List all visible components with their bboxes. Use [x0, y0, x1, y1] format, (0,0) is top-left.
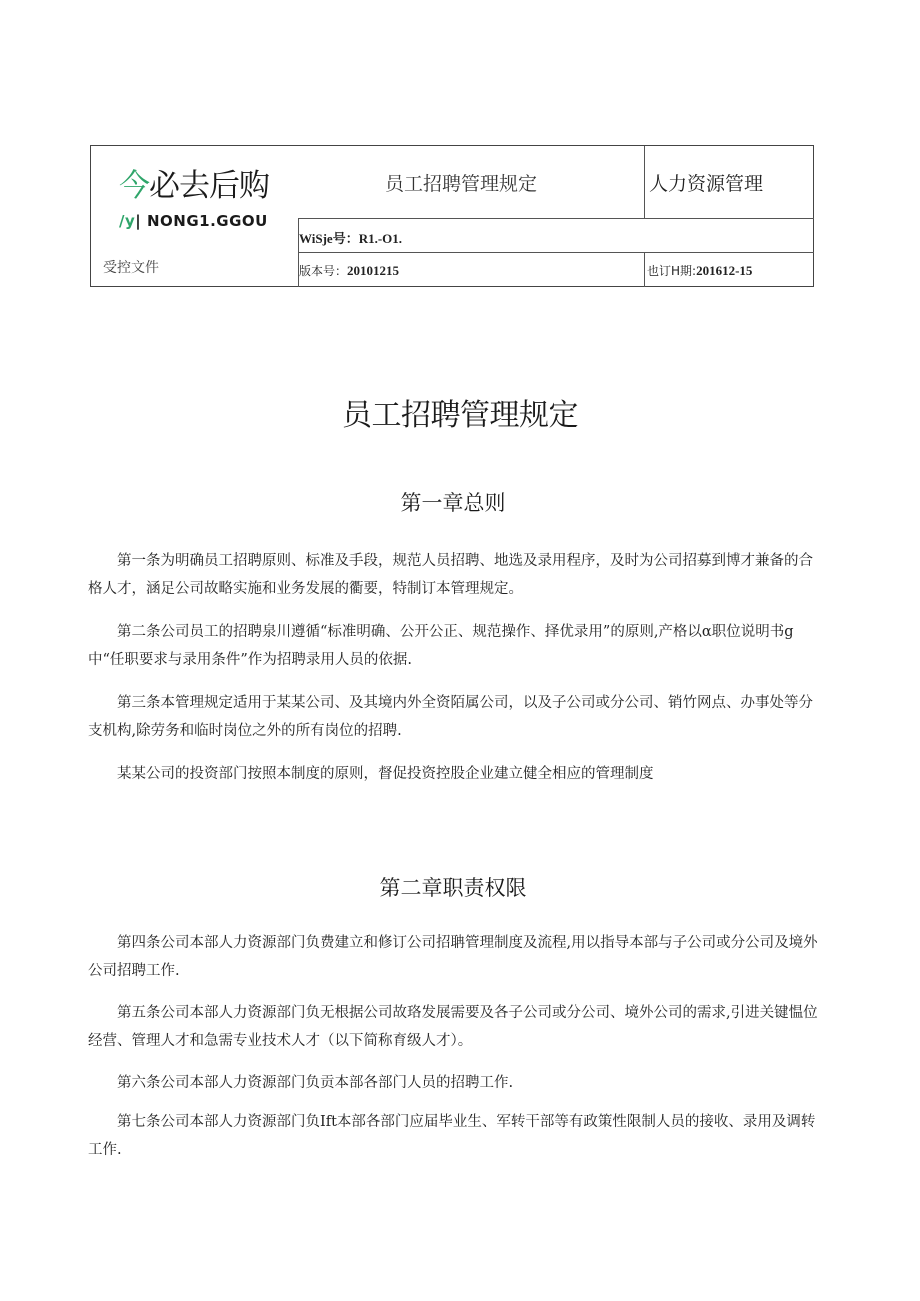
logo-chinese-name: 今必去后购 — [119, 168, 269, 204]
document-header — [90, 145, 814, 287]
paragraph: 第七条公司本部人力资源部门负Ift本部各部门应届毕业生、军转干部等有政策性限制人员的接收、录用及调转工作. — [88, 1114, 816, 1158]
document-title: 员工招聘管理规定 — [342, 398, 578, 433]
header-divider — [298, 218, 814, 219]
header-divider — [298, 252, 814, 253]
revision-date: 也订H期:201612-15 — [647, 263, 753, 278]
version-number: 版本号：20101215 — [299, 263, 400, 278]
paragraph: 第三条本管理规定适用于某某公司、及其境内外全资陌属公司，以及子公司或分公司、销竹网点、办事处等分支机构,除劳务和临时岗位之外的所有岗位的招聘. — [88, 695, 813, 739]
header-divider — [644, 252, 645, 287]
paragraph: 第二条公司员工的招聘泉川遵循“标准明确、公开公正、规范操作、择优录用”的原则,产格以α职位说明书g中“任职要求与录用条件”作为招聘录用人员的依据. — [88, 624, 794, 668]
controlled-document-label: 受控文件 — [103, 260, 159, 276]
paragraph: 第四条公司本部人力资源部门负费建立和修订公司招聃管理制度及流程,用以指导本部与子公司或分公司及境外公司招聘工作. — [88, 935, 818, 979]
paragraph: 第一条为明确员工招聘原则、标准及手段，规范人员招聘、地选及录用程序，及时为公司招募到博才兼备的合格人才，涵足公司故略实施和业务发展的衢要，特制订本管理规定。 — [88, 553, 813, 597]
company-logo — [119, 166, 309, 230]
paragraph: 第六条公司本部人力资源部门负贡本部各部门人员的招聘工作. — [117, 1075, 514, 1091]
header-department: 人力资源管理 — [649, 173, 764, 195]
header-divider — [644, 146, 645, 218]
chapter-heading: 第一章总则 — [400, 491, 506, 515]
header-document-title: 员工招聘管理规定 — [385, 173, 538, 195]
logo-english-name: /y| NONG1.GGOU — [119, 212, 268, 230]
logo-mark: 今 — [119, 168, 149, 204]
chapter-heading: 第二章职责权限 — [379, 876, 527, 900]
paragraph: 第五条公司本部人力资源部门负无根据公司故珞发展需要及各子公司或分公司、境外公司的需求,引进关键愠位经营、管理人才和急需专业技术人才（以下简称育级人才）。 — [88, 1005, 818, 1049]
paragraph: 某某公司的投资部门按照本制度的原则，督促投资控股企业建立健全相应的管理制度 — [117, 766, 654, 782]
document-code: WiSje号：R1.-O1. — [299, 231, 403, 246]
